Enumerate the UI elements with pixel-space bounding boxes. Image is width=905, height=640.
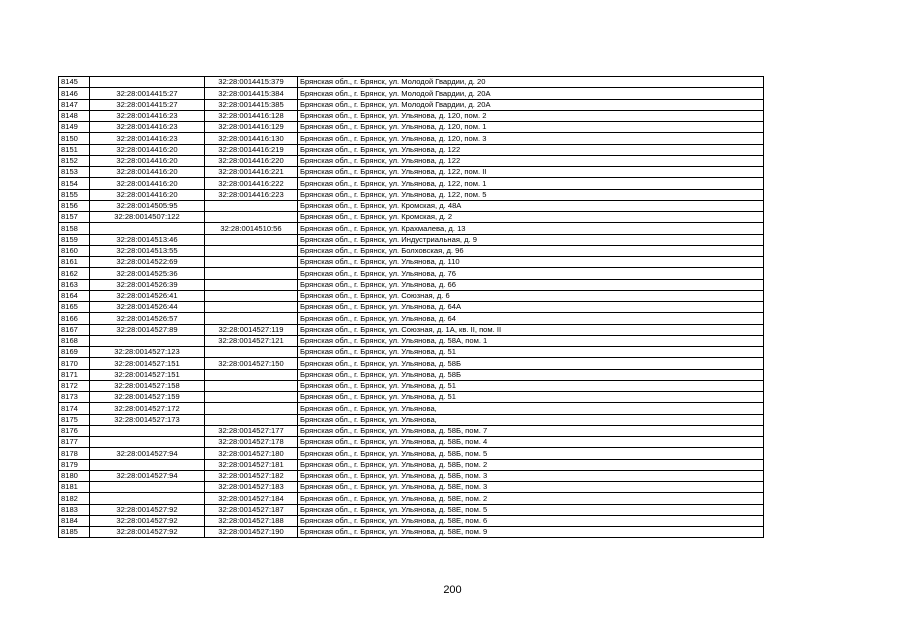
row-number-cell: 8174 [59,403,90,414]
address-cell: Брянская обл., г. Брянск, ул. Ульянова, д. 58Б, пом. 2 [298,459,764,470]
address-cell: Брянская обл., г. Брянск, ул. Ульянова, д. 58Е, пом. 9 [298,527,764,538]
land-plot-cadastral-number-cell [90,223,205,234]
land-plot-cadastral-number-cell: 32:28:0014416:20 [90,144,205,155]
address-cell: Брянская обл., г. Брянск, ул. Ульянова, д. 51 [298,392,764,403]
address-cell: Брянская обл., г. Брянск, ул. Ульянова, [298,403,764,414]
address-cell: Брянская обл., г. Брянск, ул. Болховская, д. 96 [298,245,764,256]
table-row [59,189,764,200]
address-cell: Брянская обл., г. Брянск, ул. Ульянова, д. 58Е, пом. 2 [298,493,764,504]
table-row [59,313,764,324]
building-cadastral-number-cell [205,380,298,391]
address-cell: Брянская обл., г. Брянск, ул. Ульянова, д. 64 [298,313,764,324]
land-plot-cadastral-number-cell: 32:28:0014526:44 [90,302,205,313]
building-cadastral-number-cell: 32:28:0014527:190 [205,527,298,538]
table-row [59,437,764,448]
building-cadastral-number-cell: 32:28:0014527:178 [205,437,298,448]
land-plot-cadastral-number-cell: 32:28:0014416:23 [90,122,205,133]
building-cadastral-number-cell [205,245,298,256]
row-number-cell: 8161 [59,257,90,268]
land-plot-cadastral-number-cell: 32:28:0014507:122 [90,212,205,223]
table-row [59,200,764,211]
row-number-cell: 8145 [59,77,90,88]
building-cadastral-number-cell: 32:28:0014527:150 [205,358,298,369]
building-cadastral-number-cell [205,403,298,414]
table-row [59,268,764,279]
land-plot-cadastral-number-cell [90,459,205,470]
row-number-cell: 8157 [59,212,90,223]
row-number-cell: 8168 [59,335,90,346]
building-cadastral-number-cell [205,212,298,223]
row-number-cell: 8175 [59,414,90,425]
land-plot-cadastral-number-cell: 32:28:0014527:151 [90,369,205,380]
address-cell: Брянская обл., г. Брянск, ул. Союзная, д. 1А, кв. II, пом. II [298,324,764,335]
address-cell: Брянская обл., г. Брянск, ул. Ульянова, [298,414,764,425]
table-row [59,178,764,189]
building-cadastral-number-cell [205,279,298,290]
row-number-cell: 8178 [59,448,90,459]
row-number-cell: 8164 [59,290,90,301]
row-number-cell: 8151 [59,144,90,155]
building-cadastral-number-cell [205,257,298,268]
address-cell: Брянская обл., г. Брянск, ул. Ульянова, д. 58Е, пом. 5 [298,504,764,515]
building-cadastral-number-cell: 32:28:0014416:220 [205,155,298,166]
row-number-cell: 8160 [59,245,90,256]
row-number-cell: 8176 [59,425,90,436]
address-cell: Брянская обл., г. Брянск, ул. Молодой Гвардии, д. 20А [298,88,764,99]
table-row [59,133,764,144]
land-plot-cadastral-number-cell: 32:28:0014527:94 [90,448,205,459]
address-cell: Брянская обл., г. Брянск, ул. Ульянова, д. 58А, пом. 1 [298,335,764,346]
cadastral-registry-table [58,76,764,538]
building-cadastral-number-cell: 32:28:0014527:177 [205,425,298,436]
table-row [59,245,764,256]
building-cadastral-number-cell: 32:28:0014527:119 [205,324,298,335]
row-number-cell: 8179 [59,459,90,470]
row-number-cell: 8171 [59,369,90,380]
address-cell: Брянская обл., г. Брянск, ул. Ульянова, д. 58Б, пом. 5 [298,448,764,459]
table-row [59,77,764,88]
table-row [59,347,764,358]
table-row [59,99,764,110]
table-row [59,392,764,403]
row-number-cell: 8181 [59,482,90,493]
land-plot-cadastral-number-cell: 32:28:0014526:41 [90,290,205,301]
address-cell: Брянская обл., г. Брянск, ул. Ульянова, д. 110 [298,257,764,268]
building-cadastral-number-cell: 32:28:0014416:129 [205,122,298,133]
land-plot-cadastral-number-cell: 32:28:0014416:20 [90,167,205,178]
land-plot-cadastral-number-cell [90,482,205,493]
table-row [59,324,764,335]
building-cadastral-number-cell: 32:28:0014416:128 [205,110,298,121]
building-cadastral-number-cell [205,302,298,313]
land-plot-cadastral-number-cell: 32:28:0014527:94 [90,470,205,481]
building-cadastral-number-cell: 32:28:0014415:384 [205,88,298,99]
row-number-cell: 8184 [59,515,90,526]
table-row [59,335,764,346]
building-cadastral-number-cell [205,268,298,279]
building-cadastral-number-cell: 32:28:0014527:182 [205,470,298,481]
table-row [59,88,764,99]
address-cell: Брянская обл., г. Брянск, ул. Ульянова, д. 58Б, пом. 7 [298,425,764,436]
building-cadastral-number-cell: 32:28:0014527:181 [205,459,298,470]
land-plot-cadastral-number-cell: 32:28:0014527:92 [90,504,205,515]
building-cadastral-number-cell [205,414,298,425]
row-number-cell: 8148 [59,110,90,121]
building-cadastral-number-cell: 32:28:0014416:223 [205,189,298,200]
row-number-cell: 8162 [59,268,90,279]
table-row [59,122,764,133]
building-cadastral-number-cell: 32:28:0014415:385 [205,99,298,110]
table-row [59,155,764,166]
table-row [59,110,764,121]
row-number-cell: 8147 [59,99,90,110]
row-number-cell: 8185 [59,527,90,538]
table-row [59,358,764,369]
row-number-cell: 8150 [59,133,90,144]
row-number-cell: 8159 [59,234,90,245]
row-number-cell: 8165 [59,302,90,313]
table-row [59,290,764,301]
row-number-cell: 8158 [59,223,90,234]
building-cadastral-number-cell: 32:28:0014527:183 [205,482,298,493]
land-plot-cadastral-number-cell: 32:28:0014513:46 [90,234,205,245]
land-plot-cadastral-number-cell: 32:28:0014416:23 [90,110,205,121]
building-cadastral-number-cell: 32:28:0014527:184 [205,493,298,504]
row-number-cell: 8167 [59,324,90,335]
table-row [59,470,764,481]
row-number-cell: 8166 [59,313,90,324]
address-cell: Брянская обл., г. Брянск, ул. Молодой Гвардии, д. 20А [298,99,764,110]
table-row [59,144,764,155]
land-plot-cadastral-number-cell: 32:28:0014527:92 [90,527,205,538]
row-number-cell: 8183 [59,504,90,515]
table-row [59,380,764,391]
address-cell: Брянская обл., г. Брянск, ул. Ульянова, д. 120, пом. 1 [298,122,764,133]
table-row [59,257,764,268]
building-cadastral-number-cell: 32:28:0014416:222 [205,178,298,189]
land-plot-cadastral-number-cell: 32:28:0014527:173 [90,414,205,425]
land-plot-cadastral-number-cell: 32:28:0014416:20 [90,178,205,189]
building-cadastral-number-cell [205,347,298,358]
table-row [59,448,764,459]
land-plot-cadastral-number-cell: 32:28:0014527:172 [90,403,205,414]
row-number-cell: 8155 [59,189,90,200]
table-row [59,279,764,290]
address-cell: Брянская обл., г. Брянск, ул. Ульянова, д. 122 [298,144,764,155]
row-number-cell: 8156 [59,200,90,211]
page-number: 200 [443,584,462,596]
table-row [59,369,764,380]
building-cadastral-number-cell [205,290,298,301]
table-row [59,234,764,245]
building-cadastral-number-cell [205,234,298,245]
table-row [59,414,764,425]
address-cell: Брянская обл., г. Брянск, ул. Ульянова, д. 120, пом. 3 [298,133,764,144]
table-body [59,77,764,538]
land-plot-cadastral-number-cell: 32:28:0014505:95 [90,200,205,211]
row-number-cell: 8173 [59,392,90,403]
land-plot-cadastral-number-cell [90,493,205,504]
land-plot-cadastral-number-cell: 32:28:0014527:123 [90,347,205,358]
row-number-cell: 8169 [59,347,90,358]
table-row [59,527,764,538]
land-plot-cadastral-number-cell: 32:28:0014527:151 [90,358,205,369]
address-cell: Брянская обл., г. Брянск, ул. Ульянова, д. 64А [298,302,764,313]
table-row [59,302,764,313]
building-cadastral-number-cell: 32:28:0014415:379 [205,77,298,88]
address-cell: Брянская обл., г. Брянск, ул. Ульянова, д. 58Б, пом. 3 [298,470,764,481]
land-plot-cadastral-number-cell: 32:28:0014415:27 [90,88,205,99]
address-cell: Брянская обл., г. Брянск, ул. Ульянова, д. 51 [298,380,764,391]
address-cell: Брянская обл., г. Брянск, ул. Союзная, д. 6 [298,290,764,301]
land-plot-cadastral-number-cell: 32:28:0014416:23 [90,133,205,144]
table-row [59,482,764,493]
building-cadastral-number-cell: 32:28:0014527:187 [205,504,298,515]
address-cell: Брянская обл., г. Брянск, ул. Ульянова, д. 58Б [298,358,764,369]
address-cell: Брянская обл., г. Брянск, ул. Ульянова, д. 58Б, пом. 4 [298,437,764,448]
land-plot-cadastral-number-cell [90,335,205,346]
row-number-cell: 8172 [59,380,90,391]
building-cadastral-number-cell: 32:28:0014527:180 [205,448,298,459]
address-cell: Брянская обл., г. Брянск, ул. Ульянова, д. 58Е, пом. 6 [298,515,764,526]
address-cell: Брянская обл., г. Брянск, ул. Ульянова, д. 122, пом. 1 [298,178,764,189]
table-row [59,212,764,223]
address-cell: Брянская обл., г. Брянск, ул. Крахмалева, д. 13 [298,223,764,234]
table-row [59,504,764,515]
row-number-cell: 8152 [59,155,90,166]
row-number-cell: 8170 [59,358,90,369]
table-row [59,403,764,414]
row-number-cell: 8149 [59,122,90,133]
land-plot-cadastral-number-cell: 32:28:0014416:20 [90,155,205,166]
address-cell: Брянская обл., г. Брянск, ул. Ульянова, д. 122, пом. II [298,167,764,178]
address-cell: Брянская обл., г. Брянск, ул. Ульянова, д. 58Е, пом. 3 [298,482,764,493]
land-plot-cadastral-number-cell: 32:28:0014526:57 [90,313,205,324]
building-cadastral-number-cell: 32:28:0014527:121 [205,335,298,346]
table-row [59,515,764,526]
land-plot-cadastral-number-cell [90,437,205,448]
building-cadastral-number-cell: 32:28:0014416:221 [205,167,298,178]
row-number-cell: 8163 [59,279,90,290]
land-plot-cadastral-number-cell: 32:28:0014513:55 [90,245,205,256]
land-plot-cadastral-number-cell [90,425,205,436]
address-cell: Брянская обл., г. Брянск, ул. Молодой Гвардии, д. 20 [298,77,764,88]
address-cell: Брянская обл., г. Брянск, ул. Кромская, д. 2 [298,212,764,223]
address-cell: Брянская обл., г. Брянск, ул. Кромская, д. 48А [298,200,764,211]
table-row [59,459,764,470]
table-row [59,223,764,234]
land-plot-cadastral-number-cell: 32:28:0014526:39 [90,279,205,290]
address-cell: Брянская обл., г. Брянск, ул. Ульянова, д. 58Б [298,369,764,380]
land-plot-cadastral-number-cell: 32:28:0014415:27 [90,99,205,110]
address-cell: Брянская обл., г. Брянск, ул. Ульянова, д. 120, пом. 2 [298,110,764,121]
land-plot-cadastral-number-cell: 32:28:0014525:36 [90,268,205,279]
land-plot-cadastral-number-cell: 32:28:0014522:69 [90,257,205,268]
land-plot-cadastral-number-cell: 32:28:0014527:158 [90,380,205,391]
row-number-cell: 8180 [59,470,90,481]
row-number-cell: 8153 [59,167,90,178]
row-number-cell: 8182 [59,493,90,504]
address-cell: Брянская обл., г. Брянск, ул. Ульянова, д. 66 [298,279,764,290]
building-cadastral-number-cell [205,313,298,324]
building-cadastral-number-cell [205,200,298,211]
land-plot-cadastral-number-cell: 32:28:0014416:20 [90,189,205,200]
land-plot-cadastral-number-cell: 32:28:0014527:92 [90,515,205,526]
row-number-cell: 8177 [59,437,90,448]
table-row [59,493,764,504]
land-plot-cadastral-number-cell: 32:28:0014527:89 [90,324,205,335]
building-cadastral-number-cell: 32:28:0014510:56 [205,223,298,234]
building-cadastral-number-cell: 32:28:0014416:219 [205,144,298,155]
building-cadastral-number-cell [205,369,298,380]
land-plot-cadastral-number-cell: 32:28:0014527:159 [90,392,205,403]
row-number-cell: 8154 [59,178,90,189]
address-cell: Брянская обл., г. Брянск, ул. Ульянова, д. 122 [298,155,764,166]
row-number-cell: 8146 [59,88,90,99]
address-cell: Брянская обл., г. Брянск, ул. Ульянова, д. 51 [298,347,764,358]
address-cell: Брянская обл., г. Брянск, ул. Ульянова, д. 122, пом. 5 [298,189,764,200]
building-cadastral-number-cell: 32:28:0014416:130 [205,133,298,144]
table-row [59,167,764,178]
table-row [59,425,764,436]
land-plot-cadastral-number-cell [90,77,205,88]
address-cell: Брянская обл., г. Брянск, ул. Ульянова, д. 76 [298,268,764,279]
building-cadastral-number-cell [205,392,298,403]
building-cadastral-number-cell: 32:28:0014527:188 [205,515,298,526]
address-cell: Брянская обл., г. Брянск, ул. Индустриальная, д. 9 [298,234,764,245]
